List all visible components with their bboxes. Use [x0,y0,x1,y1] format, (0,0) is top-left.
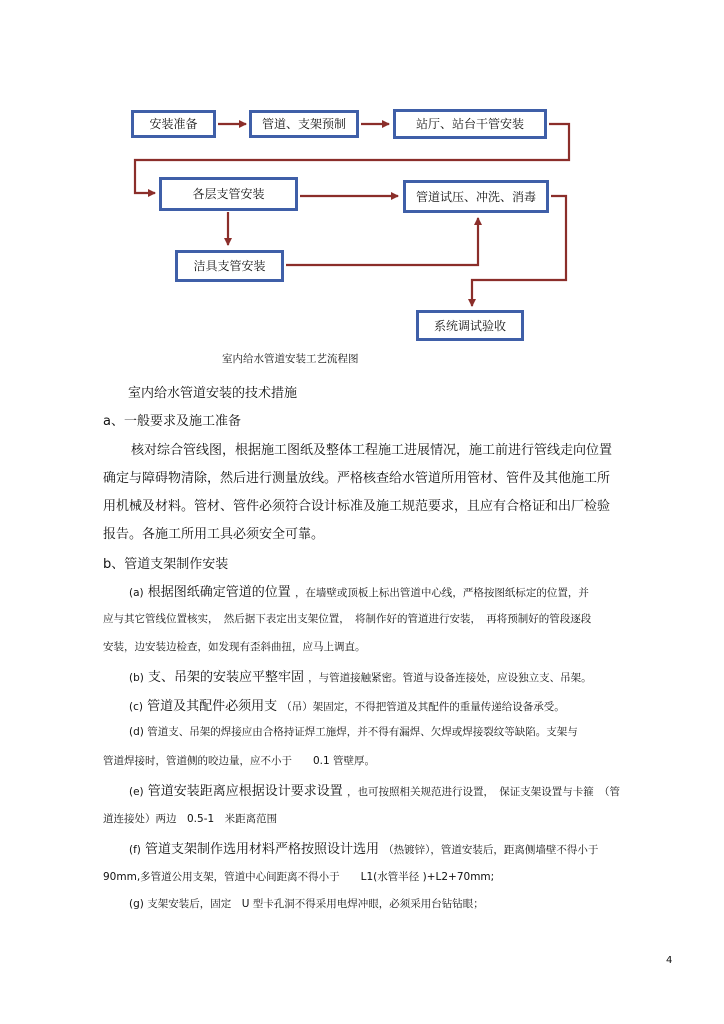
section-title: 室内给水管道安装的技术措施 [128,386,298,401]
item-b-detail: ，与管道接触紧密。管道与设备连接处，应设独立支、吊架。 [308,672,592,684]
subsection-b-title: b、管道支架制作安装 [103,557,229,572]
flow-node-commission [416,310,524,341]
item-a-heading: 根据图纸确定管道的位置 [147,585,291,600]
item-d-line-1: (d) 管道支、吊架的焊接应由合格持证焊工施焊，并不得有漏焊、欠焊或焊接裂纹等缺陷。支架与 [129,726,578,738]
item-a-detail: ，在墙壁或顶板上标出管道中心线，严格按图纸标定的位置，并 [294,587,589,599]
item-a-label: (a) [129,587,144,599]
item-e-label: (e) [129,786,144,798]
subsection-a-title: a、一般要求及施工准备 [103,414,241,429]
flow-node-station-label: 站厅、站台干管安装 [415,117,524,131]
flow-node-fixture [175,250,284,282]
flowchart-caption: 室内给水管道安装工艺流程图 [222,353,359,365]
item-d-line-2: 管道焊接时，管道侧的咬边量，应不小于 0.1 管壁厚。 [103,755,376,767]
item-b-heading: 支、吊架的安装应平整牢固 [148,670,305,685]
flow-node-station [393,109,547,139]
item-a-line-1 [129,581,589,600]
flow-node-commission-label: 系统调试验收 [433,318,506,333]
item-b-line [129,666,592,685]
item-g-line: (g) 支架安装后，固定 U 型卡孔洞不得采用电焊冲眼，必须采用台钻钻眼； [129,898,484,910]
item-f-detail: （热镀锌），管道安装后，距离侧墙壁不得小于 [383,844,599,856]
item-f-heading: 管道支架制作选用材料严格按照设计选用 [145,842,380,857]
flow-node-branch-label: 各层支管安装 [192,187,265,201]
flow-node-prefab-label: 管道、支架预制 [261,117,346,131]
arrow-fixture-to-test [286,218,478,265]
flow-node-prep [131,110,216,138]
para-a-line-3: 用机械及材料。管材、管件必须符合设计标准及施工规范要求，且应有合格证和出厂检验 [103,499,611,514]
flow-node-prep-label: 安装准备 [149,117,198,131]
para-a-line-2: 确定与障碍物清除，然后进行测量放线。严格核查给水管道所用管材、管件及其他施工所 [103,471,611,486]
item-e-line-1 [129,780,620,799]
para-a-line-4: 报告。各施工所用工具必须安全可靠。 [103,527,325,542]
flow-node-branch [159,177,298,211]
flow-node-test [403,180,549,213]
flowchart-connectors [0,0,724,350]
item-f-line-1 [129,838,598,857]
item-e-heading: 管道安装距离应根据设计要求设置 [147,784,343,799]
flow-node-test-label: 管道试压、冲洗、消毒 [415,189,536,204]
page-number: 4 [666,955,673,966]
item-a-line-2: 应与其它管线位置核实， 然后据下表定出支架位置， 将制作好的管道进行安装， 再将预制好的管段逐段 [103,613,592,625]
item-e-detail: ，也可按照相关规范进行设置， 保证支架设置与卡箍 （管 [346,786,620,798]
item-b-label: (b) [129,672,144,684]
flow-node-prefab [249,110,359,138]
item-c-label: (c) [129,701,143,713]
item-e-line-2: 道连接处）两边 0.5-1 米距离范围 [103,813,278,825]
para-a-line-1: 核对综合管线图，根据施工图纸及整体工程施工进展情况，施工前进行管线走向位置 [131,443,613,458]
item-c-detail: （吊）架固定，不得把管道及其配件的重量传递给设备承受。 [281,701,565,713]
item-c-heading: 管道及其配件必须用支 [147,699,278,714]
item-c-line [129,695,565,714]
item-a-line-3: 安装，边安装边检查，如发现有歪斜曲扭，应马上调直。 [103,641,366,653]
item-f-label: (f) [129,844,141,856]
flow-node-fixture-label: 洁具支管安装 [193,259,266,273]
item-f-line-2: 90mm,多管道公用支架，管道中心间距离不得小于 L1(水管半径 )+L2+70mm; [103,871,495,883]
